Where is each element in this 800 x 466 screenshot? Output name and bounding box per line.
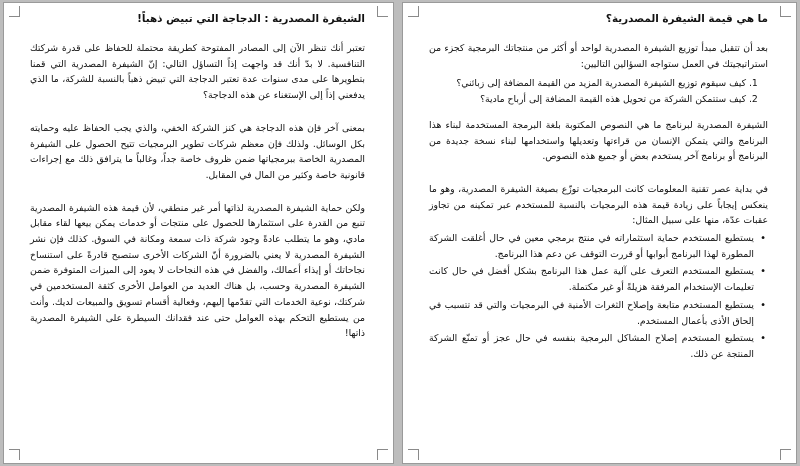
- list-item: • يستطيع المستخدم التعرف على آلية عمل هذا البرنامج بشكل أفضل في حال كانت تعليمات الإستخدام المرفقة هزيلةً أو غير مكتملة.: [429, 264, 754, 295]
- crop-mark: [408, 449, 419, 460]
- benefits-list: [429, 231, 768, 363]
- list-item: • يستطيع المستخدم متابعة وإصلاح الثغرات الأمنية في البرمجيات والتي قد تتسبب في إلحاق الأذى بأعمال المستخدم.: [429, 298, 754, 329]
- crop-mark: [408, 6, 419, 17]
- list-item: • يستطيع المستخدم حماية استثماراته في منتج برمجي معين في حال أغلقت الشركة المطورة لهذا البرنامج أبوابها أو قررت التوقف عن دعم هذا البرنامج.: [429, 231, 754, 262]
- crop-mark: [377, 449, 388, 460]
- list-item: 2. كيف ستتمكن الشركة من تحويل هذه القيمة المضافة إلى أرباح مادية؟: [429, 92, 746, 108]
- intro-paragraph: بعد أن تتقبل مبدأ توزيع الشيفرة المصدرية لواحد أو أكثر من منتجاتك البرمجية كجزء من استراتيجيتك في العمل ستواجه السؤالين التاليين:: [429, 43, 768, 70]
- right-page: [402, 2, 797, 464]
- questions-list: [429, 76, 768, 107]
- crop-mark: [377, 6, 388, 17]
- left-page: [3, 2, 394, 464]
- left-page-content: [30, 13, 365, 459]
- crop-mark: [9, 449, 20, 460]
- paragraph: بمعنى آخر فإن هذه الدجاجة هي كنز الشركة الخفي، والذي يجب الحفاظ عليه وحمايته بكل الوسائل. ولذلك فإن معظم شركات تطوير البرمجيات تتيح الحصول على الشيفرة المصدرية الخاصة ببرمجياتها ضمن ظروف خاصة جداً، وغالباً ما يترافق ذلك مع إجراءات قانونية خاصة وكثير من المال في المقابل.: [30, 122, 365, 181]
- list-item: 1. كيف سيقوم توزيع الشيفرة المصدرية المزيد من القيمة المضافة إلى زبائني؟: [429, 76, 746, 92]
- crop-mark: [9, 6, 20, 17]
- paragraph: الشيفرة المصدرية لبرنامج ما هي النصوص المكتوبة بلغة البرمجة المستخدمة لبناء هذا البرنامج والتي يتمكن الإنسان من قراءتها وتعديلها واستخدامها لبناء نسخة جديدة من البرنامج أو برنامج آخر يستخدم بعض أو جميع هذه النصوص.: [429, 119, 768, 163]
- right-page-content: [429, 13, 768, 459]
- crop-mark: [780, 449, 791, 460]
- paragraph: تعتبر أنك تنظر الآن إلى المصادر المفتوحة كطريقة محتملة للحفاظ على قدرة شركتك التنافسية. لا بدّ أنك قد واجهت إذاً التساؤل التالي: إنّ الشيفرة المصدرية التي قمنا بتطويرها على مدى سنوات عدة تعتبر الدجاجة التي تبيض ذهباً بالنسبة للشركة، ما الذي يدفعني إذاً إلى الإستغناء عن هذه الدجاجة؟: [30, 43, 365, 102]
- list-item: • يستطيع المستخدم إصلاح المشاكل البرمجية بنفسه في حال عجز أو تمنّع الشركة المنتجة عن ذلك.: [429, 331, 754, 362]
- section-title: ما هي قيمة الشيفرة المصدرية؟: [605, 13, 768, 25]
- section-title: الشيفرة المصدرية : الدجاجة التي تبيض ذهباً!: [137, 13, 365, 25]
- paragraph: في بداية عصر تقنية المعلومات كانت البرمجيات توزّع بصيغة الشيفرة المصدرية، وهو ما ينعكس إيجاباً على زيادة قيمة هذه البرمجيات بالنسبة للمستخدم عبر تمكينه من تجاوز عقبات عدّة، منها على سبيل المثال:: [429, 183, 768, 227]
- paragraph: ولكن حماية الشيفرة المصدرية لذاتها أمر غير منطقي، لأن قيمة هذه الشيفرة المصدرية تنبع من القدرة على استثمارها للحصول على منتجات أو خدمات يمكن بيعها لقاء مقابل مادي، وهو ما يتطلب عادةً وجود شركة ذات سمعة ومكانة في السوق. كذلك فإن نشر الشيفرة المصدرية لا يعني بالضرورة أنّ الشركات الأخرى ستصبح قادرةً على استنساخ نجاحاتك أو إيذاء أعمالك، والفضل في هذه النجاحات لا يعود إلى الميزات المتوفرة ضمن الشيفرة المصدرية وحسب، بل هناك العديد من العوامل الأخرى كثقة المستخدمين في شركتك، نوعية الخدمات التي تقدّمها إليهم، وفعالية أقسام تسويق والمبيعات لديك. وأنت من يستطيع التحكم بهذه العوامل حتى عند فقدانك السيطرة على الشيفرة المصدرية ذاتها!: [30, 202, 365, 340]
- crop-mark: [780, 6, 791, 17]
